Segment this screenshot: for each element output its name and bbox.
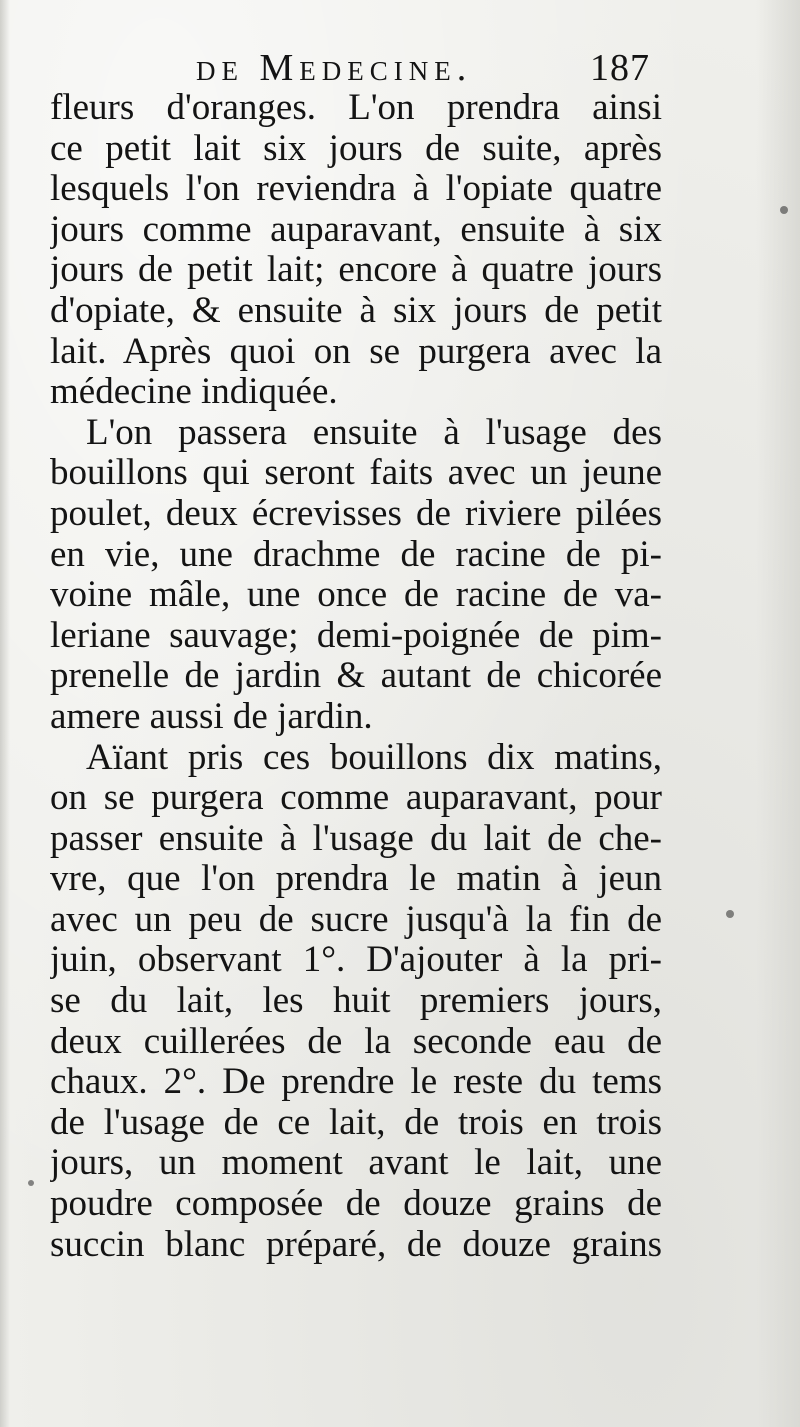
text-line: jours, un moment avant le lait, une (50, 1143, 662, 1184)
text-line: poudre composée de douze grains de (50, 1184, 662, 1225)
text-line: poulet, deux écrevisses de riviere pilées (50, 493, 662, 534)
text-line: vre, que l'on prendra le matin à jeun (50, 859, 662, 900)
running-head-title: de Medecine. (196, 47, 473, 89)
page-left-edge-shadow (0, 0, 10, 1427)
text-line: amere aussi de jardin. (50, 696, 373, 737)
text-line: succin blanc préparé, de douze grains (50, 1224, 662, 1265)
text-line: de l'usage de ce lait, de trois en trois (50, 1102, 662, 1143)
ink-speck (28, 1180, 34, 1186)
text-line: avec un peu de sucre jusqu'à la fin de (50, 899, 662, 940)
text-line: en vie, une drachme de racine de pi- (50, 534, 662, 575)
page-right-edge-shadow (756, 0, 800, 1427)
text-line: fleurs d'oranges. L'on prendra ainsi (50, 88, 662, 128)
text-line: L'on passera ensuite à l'usage des (86, 412, 662, 453)
text-line: leriane sauvage; demi-poignée de pim- (50, 615, 662, 656)
ink-speck (726, 910, 734, 918)
text-line: jours comme auparavant, ensuite à six (50, 209, 662, 250)
page-number: 187 (590, 47, 650, 89)
text-line: se du lait, les huit premiers jours, (50, 981, 662, 1022)
text-line: on se purgera comme auparavant, pour (50, 778, 662, 819)
text-line: d'opiate, & ensuite à six jours de petit (50, 290, 662, 331)
text-line: médecine indiquée. (50, 372, 338, 413)
text-line: chaux. 2°. De prendre le reste du tems (50, 1062, 662, 1103)
text-line: deux cuillerées de la seconde eau de (50, 1021, 662, 1062)
text-line: bouillons qui seront faits avec un jeune (50, 453, 662, 494)
text-line: prenelle de jardin & autant de chicorée (50, 656, 662, 697)
text-line: jours de petit lait; encore à quatre jours (50, 250, 662, 291)
text-line: ce petit lait six jours de suite, après (50, 128, 662, 169)
body-text (50, 88, 662, 1265)
text-line: Aïant pris ces bouillons dix matins, (86, 737, 662, 778)
ink-speck (780, 206, 788, 214)
running-head (48, 46, 660, 92)
text-line: juin, observant 1°. D'ajouter à la pri- (50, 940, 662, 981)
text-line: passer ensuite à l'usage du lait de che- (50, 818, 662, 859)
text-line: lesquels l'on reviendra à l'opiate quatre (50, 169, 662, 210)
text-line: lait. Après quoi on se purgera avec la (50, 331, 662, 372)
text-line: voine mâle, une once de racine de va- (50, 575, 662, 616)
